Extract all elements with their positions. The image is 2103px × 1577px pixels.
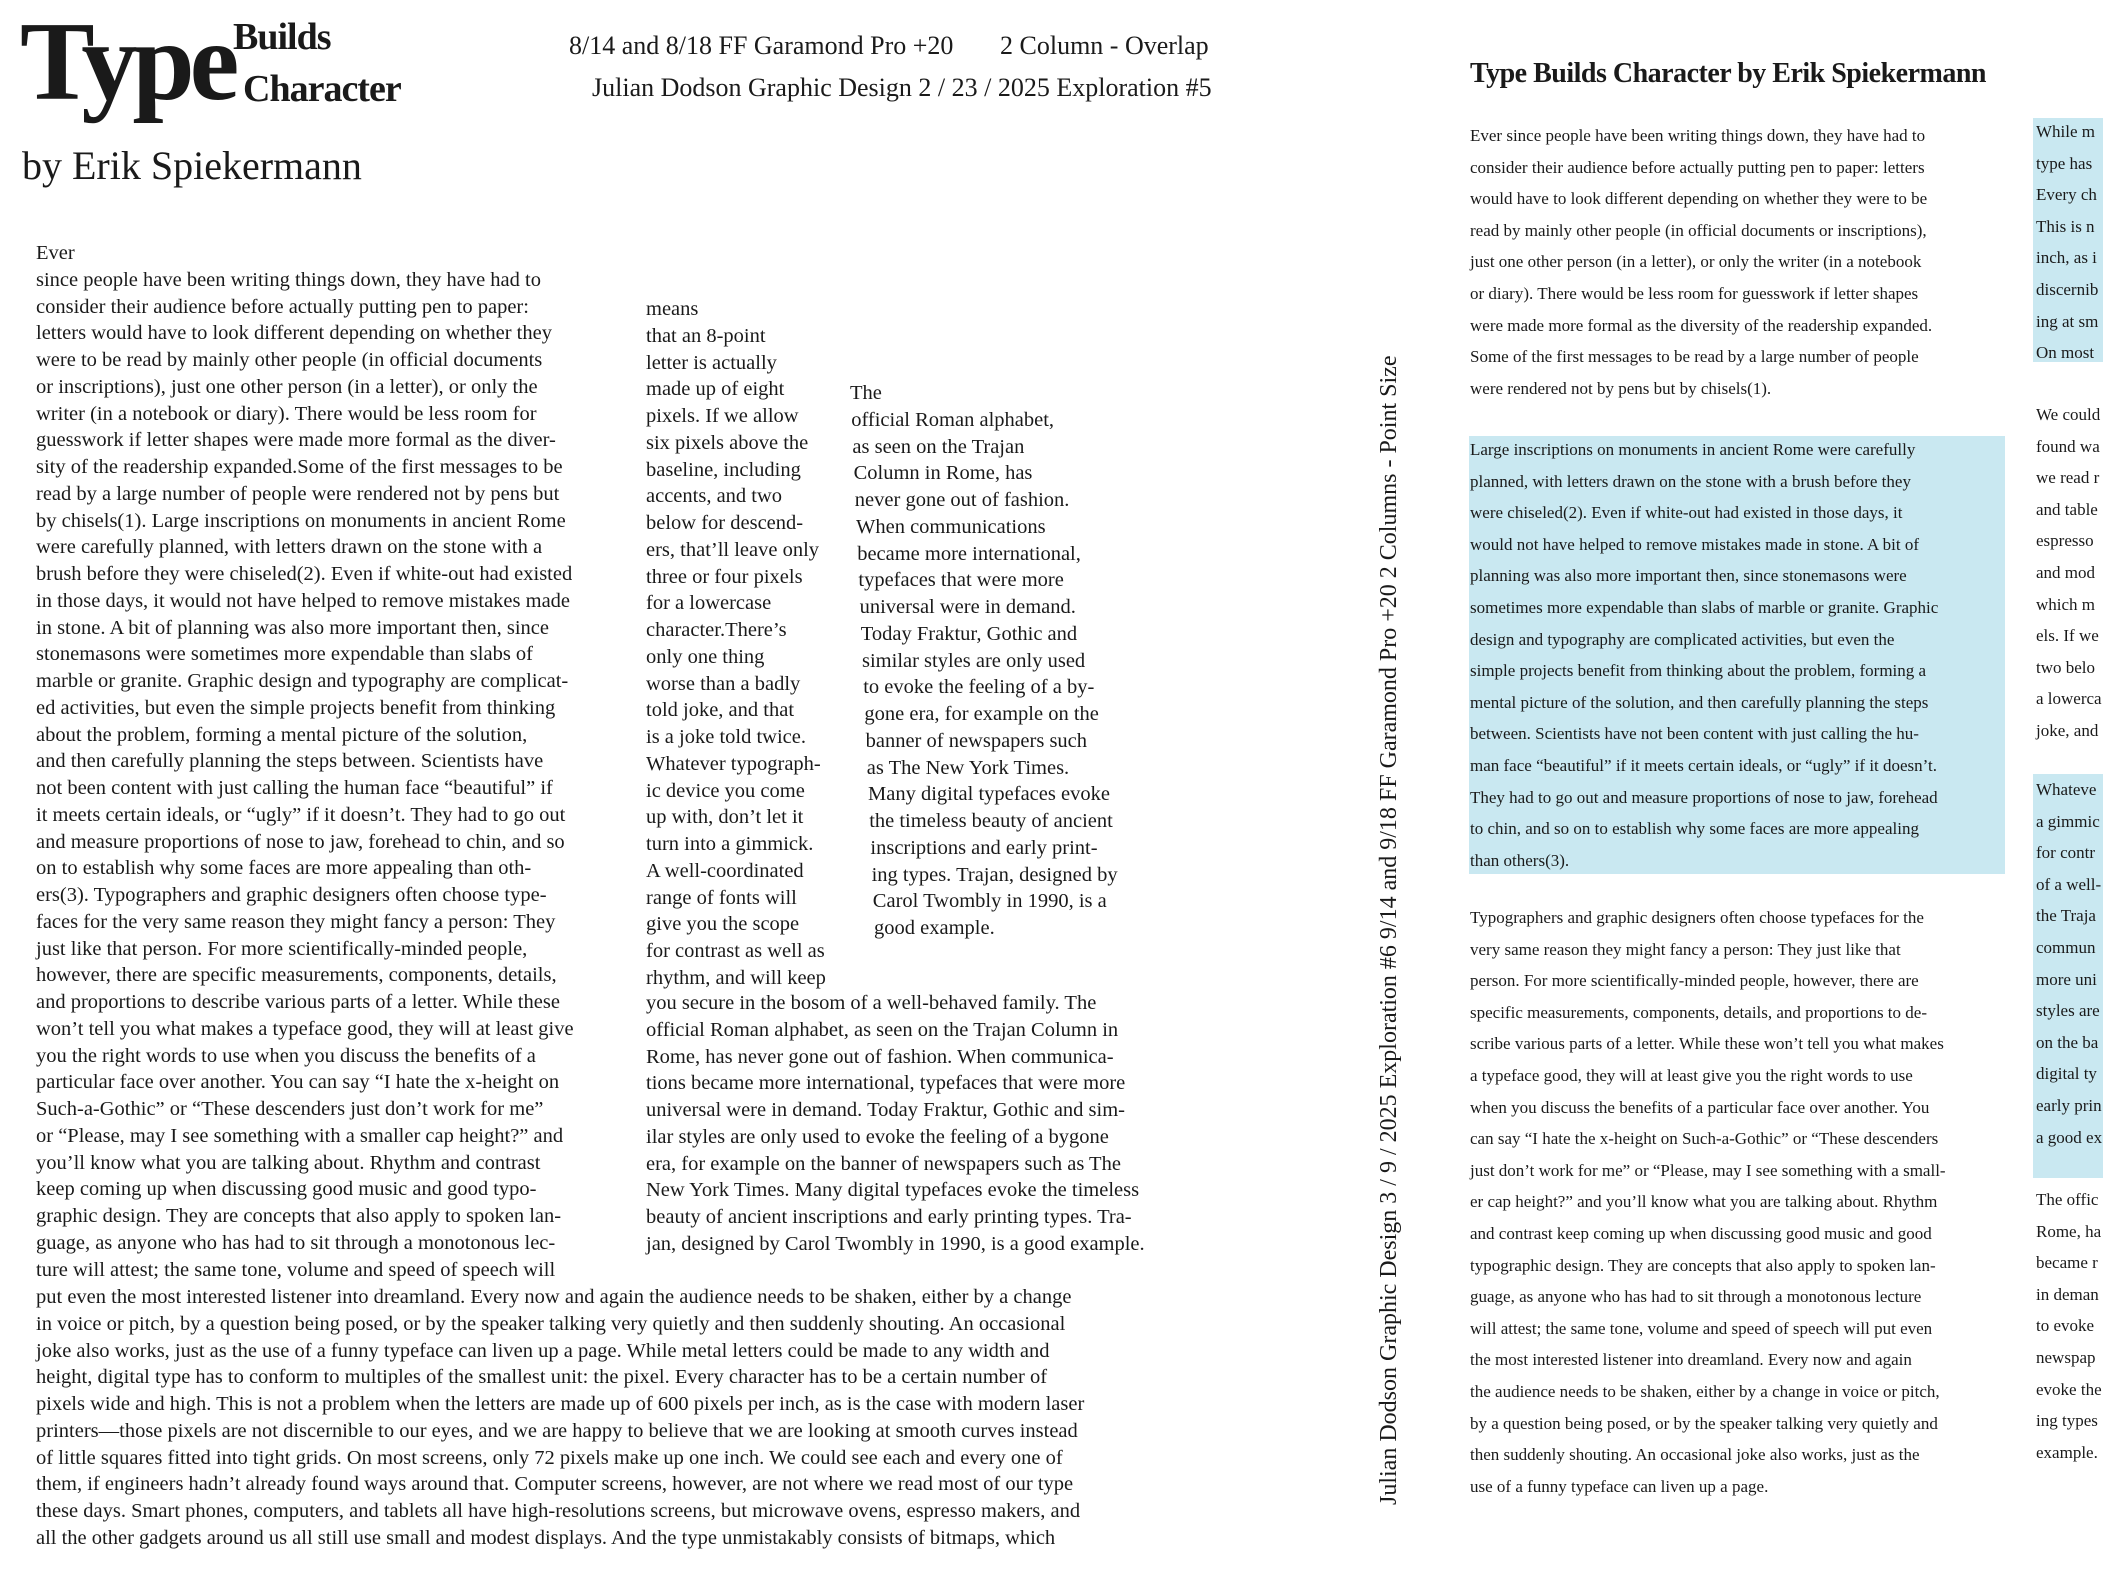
body-line: brush before they were chiseled(2). Even if white-out had existed (36, 563, 573, 585)
title-type: Type (20, 0, 235, 124)
right-col2-line: espresso (2036, 531, 2094, 551)
bottom-line: pixels wide and high. This is not a problem when the letters are made up of 600 pixels per inch, as is the case with modern laser (36, 1393, 1085, 1415)
narrow-col-line: baseline, including (646, 458, 801, 481)
right-col2-line: and mod (2036, 563, 2096, 582)
narrow-col-line: letter is actually (646, 351, 777, 374)
body-line: consider their audience before actually putting pen to paper: (36, 295, 529, 318)
slanted-col-line: good example. (874, 917, 995, 939)
body-line: Ever (36, 242, 75, 264)
slanted-col-line: Many digital typefaces evoke (868, 783, 1110, 806)
right-col2-line: We could (2036, 405, 2101, 424)
narrow-col-line: worse than a badly (646, 672, 801, 695)
right-col2-line: On most (2036, 343, 2095, 363)
bottom-line: height, digital type has to conform to multiples of the smallest unit: the pixel. Every character has to be a certain number of (36, 1366, 1048, 1389)
narrow-col-line: pixels. If we allow (646, 405, 799, 427)
bottom-line: of little squares fitted into tight grids. On most screens, only 72 pixels make up one inch. We could see each and every one of (36, 1446, 1063, 1469)
right-col2-line: in deman (2036, 1284, 2099, 1304)
right-col2-line: early prin (2036, 1096, 2102, 1115)
right-col2-line: Whateve (2036, 780, 2097, 799)
narrow-col-line: three or four pixels (646, 565, 803, 588)
overlap-col-line: jan, designed by Carol Twombly in 1990, is a good example. (646, 1232, 1145, 1255)
body-line: or “Please, may I see something with a smaller cap height?” and (36, 1124, 564, 1147)
right-col2-line: to evoke (2036, 1316, 2095, 1336)
header-layout: 2 Column - Overlap (1000, 31, 1209, 60)
right-col2-line: This is n (2036, 216, 2095, 236)
narrow-col-line: A well-coordinated (646, 859, 804, 882)
body-line: in those days, it would not have helped to remove mistakes made (36, 589, 571, 612)
body-line: keep coming up when discussing good music and good typo- (36, 1178, 537, 1201)
right-col1-line: just don’t work for me” or “Please, may I see something with a small- (1470, 1160, 1946, 1180)
body-line: on to establish why some faces are more appealing than oth- (36, 857, 532, 880)
overlap-col-line: official Roman alphabet, as seen on the Trajan Column in (646, 1018, 1119, 1041)
body-line: guesswork if letter shapes were made more formal as the diver- (36, 429, 556, 452)
right-col1-line: can say “I hate the x-height on Such-a-Gothic” or “These descenders (1470, 1129, 1939, 1149)
right-col1-highlight-line: to chin, and so on to establish why some faces are more appealing (1470, 819, 1919, 839)
right-col1-highlight-line: sometimes more expendable than slabs of marble or granite. Graphic (1470, 598, 1939, 617)
right-col2-line: ing types (2036, 1411, 2098, 1431)
overlap-col-line: Rome, has never gone out of fashion. When communica- (646, 1045, 1114, 1068)
right-col2-line: found wa (2036, 436, 2100, 456)
right-col2-line: type has (2036, 153, 2093, 173)
right-col1-line: Typographers and graphic designers often choose typefaces for the (1470, 908, 1924, 927)
body-line: or inscriptions), just one other person (in a letter), or only the (36, 375, 538, 398)
right-col1-line: will attest; the same tone, volume and speed of speech will put even (1470, 1318, 1933, 1338)
right-col1-highlight-line: planned, with letters drawn on the stone with a brush before they (1470, 471, 1911, 491)
right-col2-line: on the ba (2036, 1032, 2099, 1052)
right-col1-line: and contrast keep coming up when discussing good music and good (1470, 1224, 1932, 1243)
narrow-col-line: made up of eight (646, 378, 785, 401)
body-line: won’t tell you what makes a typeface good, they will at least give (36, 1017, 574, 1040)
right-col1-line: just one other person (in a letter), or only the writer (in a notebook (1470, 252, 1922, 272)
narrow-col-line: that an 8-point (646, 324, 766, 347)
bottom-line: these days. Smart phones, computers, and tablets all have high-resolutions screens, but microwave ovens, espresso makers, and (36, 1500, 1081, 1522)
slanted-col-line: as The New York Times. (866, 756, 1070, 779)
body-line: in stone. A bit of planning was also more important then, since (36, 616, 549, 639)
narrow-col-line: for contrast as well as (646, 940, 825, 962)
narrow-col-line: ic device you come (646, 779, 805, 802)
slanted-col-line: official Roman alphabet, (851, 408, 1055, 431)
right-col1-highlight-line: were chiseled(2). Even if white-out had existed in those days, it (1470, 503, 1903, 523)
slanted-col-line: similar styles are only used (862, 649, 1086, 672)
narrow-col-line: ers, that’ll leave only (646, 538, 820, 561)
right-col1-line: guage, as anyone who has had to sit through a monotonous lecture (1470, 1287, 1922, 1307)
body-line: sity of the readership expanded.Some of the first messages to be (36, 456, 563, 478)
right-col2-line: a lowerca (2036, 689, 2102, 709)
right-col2-line: Rome, ha (2036, 1221, 2102, 1241)
overlap-col-line: beauty of ancient inscriptions and early printing types. Tra- (646, 1206, 1132, 1228)
right-col1-line: er cap height?” and you’ll know what you are talking about. Rhythm (1470, 1192, 1938, 1212)
body-line: just like that person. For more scientifically-minded people, (36, 937, 528, 960)
slanted-col-line: Today Fraktur, Gothic and (860, 622, 1078, 645)
bottom-line: put even the most interested listener into dreamland. Every now and again the audience needs to be shaken, either by a change (36, 1286, 1072, 1308)
body-line: however, there are specific measurements, components, details, (36, 964, 557, 987)
right-col2-line: a good ex (2036, 1127, 2103, 1147)
right-col1-line: typographic design. They are concepts that also apply to spoken lan- (1470, 1255, 1936, 1275)
right-col1-highlight-line: would not have helped to remove mistakes made in stone. A bit of (1470, 534, 1919, 554)
slanted-col-line: the timeless beauty of ancient (869, 810, 1113, 832)
narrow-col-line: is a joke told twice. (646, 726, 806, 748)
body-line: not been content with just calling the human face “beautiful” if (36, 777, 553, 799)
narrow-col-line: rhythm, and will keep (646, 966, 826, 989)
body-line: letters would have to look different depending on whether they (36, 322, 552, 345)
right-col1-highlight-line: planning was also more important then, since stonemasons were (1470, 566, 1907, 586)
right-col2-line: became r (2036, 1253, 2098, 1273)
narrow-col-line: accents, and two (646, 485, 783, 508)
body-line: read by a large number of people were rendered not by pens but (36, 482, 560, 505)
right-col1-line: then suddenly shouting. An occasional joke also works, just as the (1470, 1445, 1920, 1465)
body-line: writer (in a notebook or diary). There would be less room for (36, 402, 537, 425)
right-col2-line: inch, as i (2036, 248, 2097, 268)
right-col2-line: While m (2036, 122, 2096, 141)
bottom-line: all the other gadgets around us all still use small and modest displays. And the type unmistakably consists of bitmaps, which (36, 1526, 1056, 1549)
body-line: stonemasons were sometimes more expendable than slabs of (36, 643, 533, 666)
right-col2-line: els. If we (2036, 626, 2099, 646)
body-line: particular face over another. You can say “I hate the x-height on (36, 1071, 560, 1094)
narrow-col-line: character.There’s (646, 619, 787, 641)
body-line: Such-a-Gothic” or “These descenders just don’t work for me” (36, 1098, 544, 1120)
right-col2-line: example. (2036, 1442, 2098, 1462)
overlap-col-line: New York Times. Many digital typefaces evoke the timeless (646, 1179, 1140, 1202)
body-line: ers(3). Typographers and graphic designers often choose type- (36, 884, 547, 906)
right-col1-line: were made more formal as the diversity of the readership expanded. (1470, 315, 1933, 335)
right-col2-line: newspap (2036, 1348, 2096, 1367)
slanted-col-line: universal were in demand. (859, 596, 1076, 618)
narrow-col-line: means (646, 298, 699, 320)
overlap-col-line: universal were in demand. Today Fraktur, Gothic and sim- (646, 1099, 1125, 1121)
body-line: were to be read by mainly other people (in official documents (36, 349, 543, 371)
body-line: ed activities, but even the simple projects benefit from thinking (36, 696, 556, 719)
slanted-col-line: became more international, (857, 542, 1081, 565)
right-col2-line: which m (2036, 594, 2096, 614)
slanted-col-line: banner of newspapers such (865, 729, 1088, 752)
right-col2-line: two belo (2036, 657, 2096, 677)
narrow-col-line: range of fonts will (646, 886, 797, 909)
body-line: since people have been writing things down, they have had to (36, 268, 541, 291)
right-col2-line: more uni (2036, 969, 2097, 989)
right-col1-line: were rendered not by pens but by chisels(1). (1470, 378, 1772, 398)
slanted-col-line: never gone out of fashion. (854, 489, 1070, 511)
body-line: it meets certain ideals, or “ugly” if it doesn’t. They had to go out (36, 803, 566, 826)
narrow-col-line: for a lowercase (646, 592, 772, 615)
slanted-col-line: typefaces that were more (858, 569, 1064, 592)
slanted-col-line: The (850, 382, 882, 404)
right-col1-line: the audience needs to be shaken, either by a change in voice or pitch, (1470, 1382, 1940, 1401)
body-line: and measure proportions of nose to jaw, forehead to chin, and so (36, 830, 565, 853)
header-spec: 8/14 and 8/18 FF Garamond Pro +20 (569, 31, 954, 60)
right-col1-line: the most interested listener into dreamland. Every now and again (1470, 1350, 1912, 1370)
header-credit: Julian Dodson Graphic Design 2 / 23 / 2025 Exploration #5 (592, 73, 1212, 102)
slanted-col-line: inscriptions and early print- (870, 836, 1098, 859)
right-col1-highlight-line: simple projects benefit from thinking about the problem, forming a (1470, 661, 1927, 681)
right-col2-line: styles are (2036, 1001, 2100, 1021)
right-col1-highlight-line: They had to go out and measure proportions of nose to jaw, forehead (1470, 787, 1938, 807)
right-col2-line: ing at sm (2036, 311, 2099, 331)
bottom-line: in voice or pitch, by a question being posed, or by the speaker talking very quietly and then suddenly shouting. An occasional (36, 1312, 1066, 1335)
right-col2-line: commun (2036, 938, 2096, 957)
body-line: ture will attest; the same tone, volume and speed of speech will (36, 1258, 556, 1281)
title-builds: Builds (233, 16, 331, 58)
right-col2-line: Every ch (2036, 185, 2097, 205)
slanted-col-line: gone era, for example on the (864, 703, 1099, 725)
slanted-col-line: Column in Rome, has (853, 462, 1033, 485)
right-col2-line: for contr (2036, 843, 2096, 863)
narrow-col-line: up with, don’t let it (646, 806, 804, 829)
right-col1-line: very same reason they might fancy a person: They just like that (1470, 939, 1901, 959)
narrow-col-line: give you the scope (646, 913, 800, 936)
slanted-col-line: as seen on the Trajan (852, 435, 1025, 458)
narrow-col-line: told joke, and that (646, 699, 795, 722)
right-col2-line: of a well- (2036, 874, 2102, 894)
right-col1-line: or diary). There would be less room for guesswork if letter shapes (1470, 284, 1919, 303)
narrow-col-line: turn into a gimmick. (646, 833, 814, 855)
body-line: graphic design. They are concepts that also apply to spoken lan- (36, 1205, 562, 1227)
right-col2-line: digital ty (2036, 1064, 2097, 1084)
right-col1-line: specific measurements, components, details, and proportions to de- (1470, 1002, 1927, 1022)
body-line: you the right words to use when you discuss the benefits of a (36, 1044, 536, 1067)
right-col2-line: a gimmic (2036, 811, 2100, 831)
right-col1-line: when you discuss the benefits of a particular face over another. You (1470, 1097, 1930, 1117)
right-col1-line: consider their audience before actually putting pen to paper: letters (1470, 157, 1925, 177)
body-line: and then carefully planning the steps between. Scientists have (36, 750, 544, 773)
right-col1-highlight-line: than others(3). (1470, 850, 1570, 870)
right-col2-line: joke, and (2036, 721, 2099, 740)
right-col1-highlight-line: mental picture of the solution, and then carefully planning the steps (1470, 692, 1929, 712)
right-col1-highlight-line: between. Scientists have not been content with just calling the hu- (1470, 724, 1919, 744)
overlap-col-line: ilar styles are only used to evoke the feeling of a bygone (646, 1125, 1109, 1148)
overlap-col-line: tions became more international, typefaces that were more (646, 1072, 1126, 1095)
right-col2-line: discernib (2036, 280, 2099, 299)
body-line: by chisels(1). Large inscriptions on monuments in ancient Rome (36, 509, 566, 532)
bottom-line: joke also works, just as the use of a funny typeface can liven up a page. While metal letters could be made to any width and (36, 1339, 1050, 1362)
narrow-col-line: Whatever typograph- (646, 752, 821, 775)
body-line: marble or granite. Graphic design and typography are complicat- (36, 670, 569, 692)
narrow-col-line: below for descend- (646, 512, 804, 534)
right-col1-line: a typeface good, they will at least give you the right words to use (1470, 1066, 1913, 1085)
right-col1-line: person. For more scientifically-minded people, however, there are (1470, 971, 1919, 991)
body-line: faces for the very same reason they might fancy a person: They (36, 910, 556, 933)
body-line: about the problem, forming a mental picture of the solution, (36, 723, 528, 746)
right-col2-line: The offic (2036, 1190, 2099, 1209)
body-line: guage, as anyone who has had to sit through a monotonous lec- (36, 1231, 556, 1254)
title-character: Character (243, 68, 401, 110)
right-col2-line: and table (2036, 499, 2098, 519)
body-line: and proportions to describe various parts of a letter. While these (36, 991, 560, 1013)
overlap-col-line: era, for example on the banner of newspapers such as The (646, 1152, 1121, 1175)
narrow-col-line: six pixels above the (646, 431, 809, 454)
narrow-col-line: only one thing (646, 645, 765, 668)
right-col2-line: we read r (2036, 468, 2100, 488)
overlap-col-line: you secure in the bosom of a well-behaved family. The (646, 992, 1097, 1014)
slanted-col-line: When communications (856, 515, 1046, 538)
highlight-block-main (1469, 436, 2005, 874)
bottom-line: printers—those pixels are not discernible to our eyes, and we are happy to believe that we are looking at smooth curves instead (36, 1419, 1078, 1442)
right-col1-highlight-line: design and typography are complicated activities, but even the (1470, 629, 1895, 649)
right-col1-line: by a question being posed, or by the speaker talking very quietly and (1470, 1413, 1938, 1433)
body-line: were carefully planned, with letters drawn on the stone with a (36, 536, 543, 559)
right-col2-line: the Traja (2036, 906, 2096, 926)
right-col1-line: Some of the first messages to be read by a large number of people (1470, 347, 1919, 367)
right-col1-line: Ever since people have been writing things down, they have had to (1470, 126, 1926, 145)
right-page-vertical-label: Julian Dodson Graphic Design 3 / 9 / 2025 Exploration #6 9/14 and 9/18 FF Garamond Pro +20 2 Columns - Point Size (1376, 355, 1402, 1505)
slanted-col-line: to evoke the feeling of a by- (863, 676, 1095, 699)
title-author: by Erik Spiekermann (22, 143, 362, 188)
right-col1-line: scribe various parts of a letter. While these won’t tell you what makes (1470, 1034, 1944, 1054)
right-page-title: Type Builds Character by Erik Spiekermann (1470, 58, 1986, 89)
slanted-col-line: ing types. Trajan, designed by (871, 863, 1118, 886)
right-col1-line: use of a funny typeface can liven up a page. (1470, 1476, 1769, 1496)
body-line: you’ll know what you are talking about. Rhythm and contrast (36, 1151, 541, 1174)
right-col1-highlight-line: man face “beautiful” if it meets certain ideals, or “ugly” if it doesn’t. (1470, 756, 1938, 775)
right-col1-line: read by mainly other people (in official documents or inscriptions), (1470, 220, 1927, 240)
bottom-line: them, if engineers hadn’t already found ways around that. Computer screens, however, are not where we read most of our type (36, 1473, 1074, 1496)
slanted-col-line: Carol Twombly in 1990, is a (872, 890, 1107, 913)
right-col1-line: would have to look different depending on whether they were to be (1470, 189, 1928, 209)
right-col2-line: evoke the (2036, 1379, 2102, 1399)
right-col1-highlight-line: Large inscriptions on monuments in ancient Rome were carefully (1470, 440, 1916, 459)
